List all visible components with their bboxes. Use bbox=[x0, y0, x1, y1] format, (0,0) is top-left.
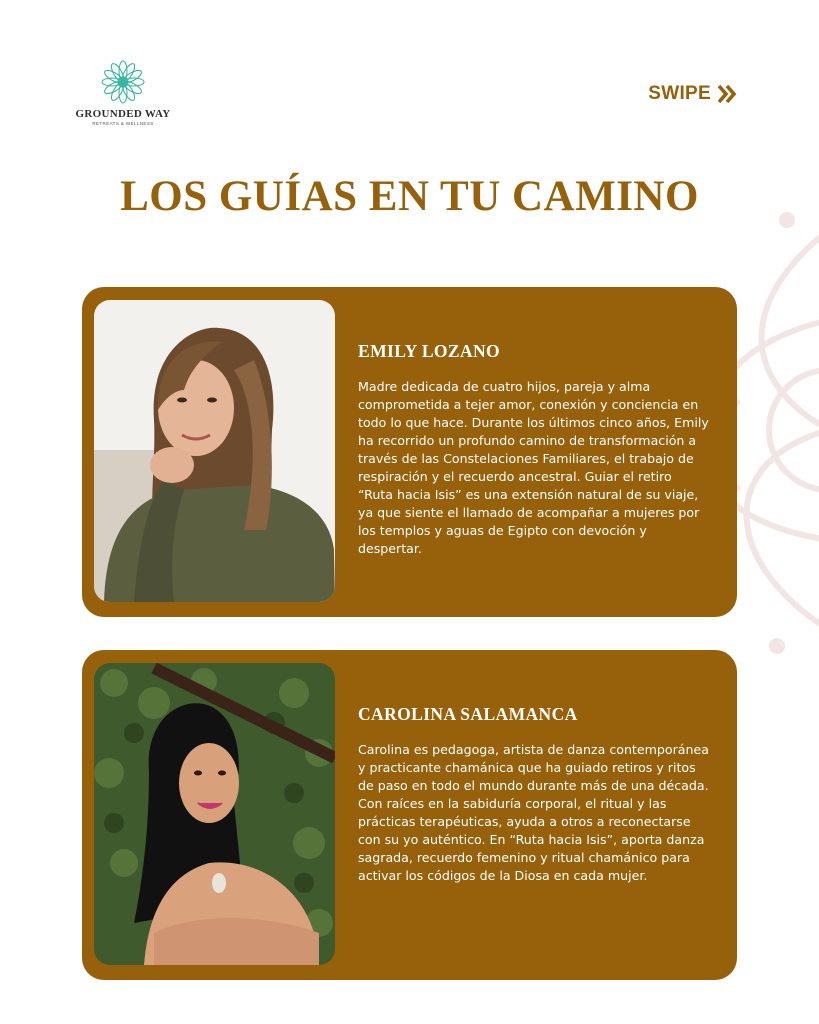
brand-logo bbox=[68, 60, 178, 126]
guide-photo bbox=[94, 300, 335, 602]
brand-name: GROUNDED WAY bbox=[75, 108, 171, 120]
guide-card bbox=[82, 650, 737, 980]
page-title: LOS GUÍAS EN TU CAMINO bbox=[120, 173, 699, 220]
guide-photo bbox=[94, 663, 335, 965]
double-chevron-right-icon bbox=[717, 84, 737, 104]
guide-name: CAROLINA SALAMANCA bbox=[358, 704, 578, 724]
guide-bio: Madre dedicada de cuatro hijos, pareja y alma comprometida a tejer amor, conexión y conciencia en todo lo que hace. Durante los últimos cinco años, Emily ha recorrido un profundo camino de transformación a través de las Constelaciones Familiares, el trabajo de respiración y el recuerdo ancestral. Guiar el retiro “Ruta hacia Isis” es una extensión natural de su viaje, ya que siente el llamado de acompañar a mujeres por los templos y aguas de Egipto con devoción y despertar. bbox=[358, 379, 709, 556]
swipe-indicator[interactable] bbox=[648, 83, 737, 105]
guide-name: EMILY LOZANO bbox=[358, 341, 501, 361]
mandala-flower-icon bbox=[101, 60, 145, 104]
swipe-label: SWIPE bbox=[648, 83, 711, 104]
brand-tagline: RETREATS & WELLNESS bbox=[92, 121, 154, 126]
guide-card bbox=[82, 287, 737, 617]
guide-bio: Carolina es pedagoga, artista de danza contemporánea y practicante chamánica que ha guiado retiros y ritos de paso en todo el mundo durante más de una década. Con raíces en la sabiduría corporal, el ritual y las prácticas terapéuticas, ayuda a otros a reconectarse con su yo auténtico. En “Ruta hacia Isis”, aporta danza sagrada, recuerdo femenino y ritual chamánico para activar los códigos de la Diosa en cada mujer. bbox=[358, 742, 709, 883]
